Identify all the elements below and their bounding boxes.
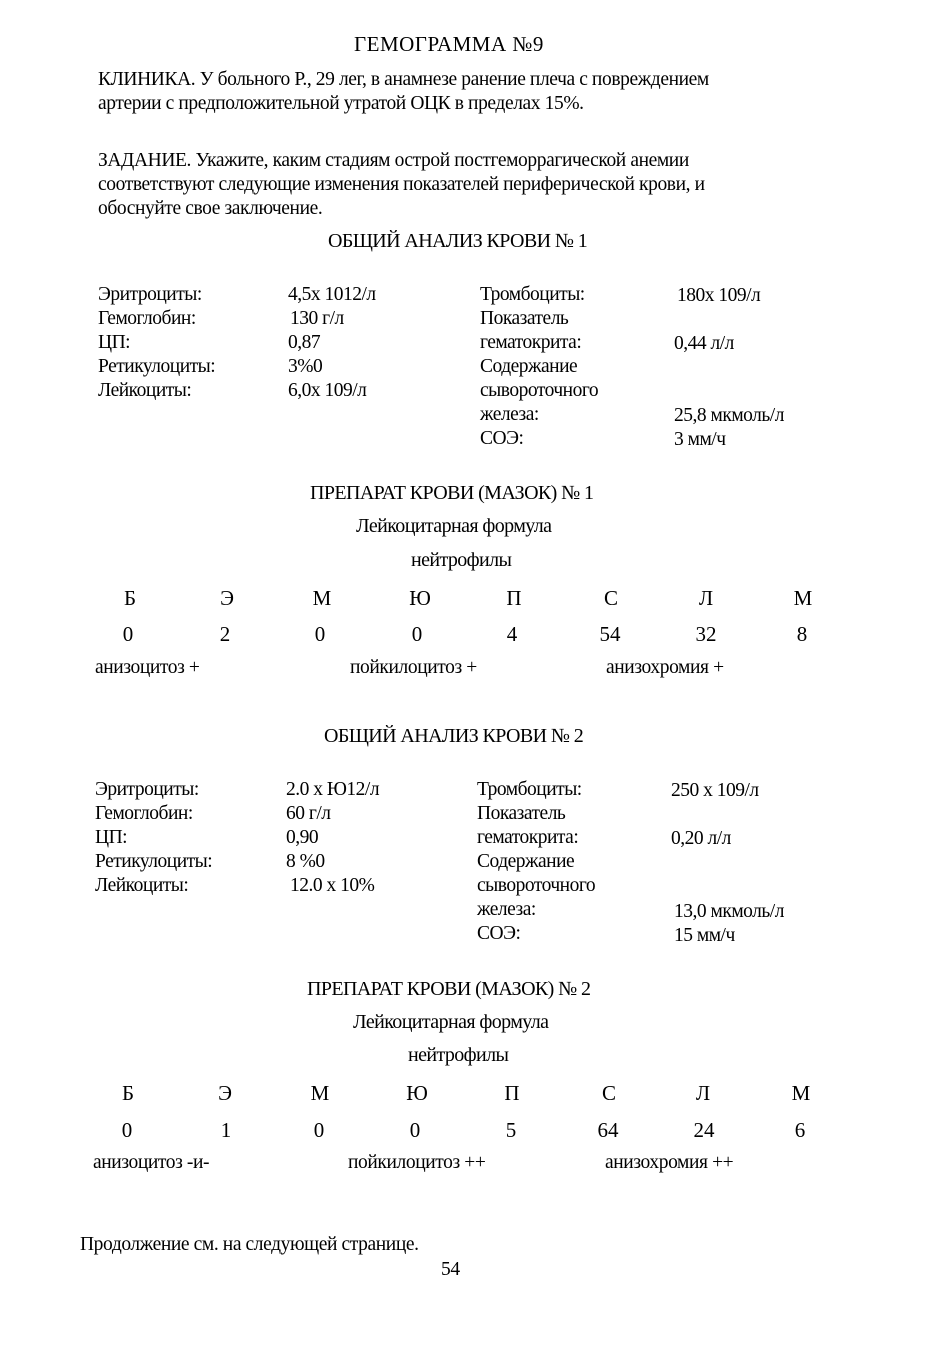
cbc2-value-leukocytes: 12.0 х 10%: [290, 875, 375, 896]
smear1-val-l: 32: [695, 622, 717, 646]
smear1-anisochromia: анизохромия +: [606, 657, 724, 678]
smear2-val-m: 0: [313, 1118, 325, 1142]
cbc1-label-hemoglobin: Гемоглобин:: [98, 308, 196, 329]
cbc1-value-hematocrit: 0,44 л/л: [674, 333, 734, 354]
cbc2-value-platelets: 250 х 109/л: [671, 780, 759, 801]
cbc2-label-hematocrit-2: гематокрита:: [477, 827, 579, 848]
cbc2-label-hematocrit-1: Показатель: [477, 803, 566, 824]
smear2-anisochromia: анизохромия ++: [605, 1152, 734, 1173]
cbc2-value-reticulocytes: 8 %0: [286, 851, 325, 872]
smear2-val-l: 24: [693, 1118, 715, 1142]
smear1-val-e: 2: [219, 622, 231, 646]
cbc1-value-iron: 25,8 мкмоль/л: [674, 405, 784, 426]
cbc1-label-leukocytes: Лейкоциты:: [98, 380, 192, 401]
cbc1-value-hemoglobin: 130 г/л: [290, 308, 344, 329]
smear2-col-e: Э: [218, 1081, 232, 1105]
cbc2-value-esr: 15 мм/ч: [674, 925, 735, 946]
cbc1-value-leukocytes: 6,0х 109/л: [288, 380, 367, 401]
page-title: ГЕМОГРАММА №9: [354, 32, 544, 56]
smear1-col-l: Л: [698, 586, 714, 610]
cbc2-heading: ОБЩИЙ АНАЛИЗ КРОВИ № 2: [324, 725, 584, 747]
smear1-heading: ПРЕПАРАТ КРОВИ (МАЗОК) № 1: [310, 482, 594, 504]
smear1-group: нейтрофилы: [411, 549, 512, 571]
cbc2-value-erythrocytes: 2.0 х Ю12/л: [286, 779, 380, 800]
smear1-val-p: 4: [506, 622, 518, 646]
cbc1-value-color-index: 0,87: [288, 332, 321, 353]
smear1-val-mono: 8: [796, 622, 808, 646]
cbc1-label-reticulocytes: Ретикулоциты:: [98, 356, 216, 377]
cbc2-label-iron-1: Содержание: [477, 851, 575, 872]
task-line-3: обоснуйте свое заключение.: [98, 198, 323, 219]
smear1-anisocytosis: анизоцитоз +: [95, 657, 200, 678]
smear1-col-yu: Ю: [409, 586, 431, 610]
smear2-col-mono: М: [791, 1081, 811, 1105]
page-number: 54: [441, 1259, 460, 1280]
cbc2-value-color-index: 0,90: [286, 827, 319, 848]
cbc1-value-reticulocytes: 3%0: [288, 356, 323, 377]
smear2-group: нейтрофилы: [408, 1044, 509, 1066]
smear2-subheading: Лейкоцитарная формула: [353, 1011, 549, 1033]
smear1-col-p: П: [506, 586, 522, 610]
smear2-val-mono: 6: [794, 1118, 806, 1142]
cbc2-label-platelets: Тромбоциты:: [477, 779, 582, 800]
cbc2-value-iron: 13,0 мкмоль/л: [674, 901, 784, 922]
cbc2-label-reticulocytes: Ретикулоциты:: [95, 851, 213, 872]
cbc1-label-iron-3: железа:: [480, 404, 539, 425]
smear2-val-e: 1: [220, 1118, 232, 1142]
smear2-poikilocytosis: пойкилоцитоз ++: [348, 1152, 486, 1173]
cbc2-label-hemoglobin: Гемоглобин:: [95, 803, 193, 824]
task-line-2: соответствуют следующие изменения показателей периферической крови, и: [98, 174, 705, 195]
cbc1-label-hematocrit-2: гематокрита:: [480, 332, 582, 353]
smear2-heading: ПРЕПАРАТ КРОВИ (МАЗОК) № 2: [307, 978, 591, 1000]
cbc1-label-platelets: Тромбоциты:: [480, 284, 585, 305]
smear1-poikilocytosis: пойкилоцитоз +: [350, 657, 477, 678]
cbc2-label-leukocytes: Лейкоциты:: [95, 875, 189, 896]
cbc1-value-erythrocytes: 4,5х 1012/л: [288, 284, 376, 305]
cbc1-label-esr: СОЭ:: [480, 428, 524, 449]
cbc1-label-iron-1: Содержание: [480, 356, 578, 377]
smear1-val-s: 54: [599, 622, 621, 646]
smear2-col-yu: Ю: [406, 1081, 428, 1105]
smear2-val-s: 64: [597, 1118, 619, 1142]
cbc2-label-color-index: ЦП:: [95, 827, 128, 848]
cbc1-value-esr: 3 мм/ч: [674, 429, 726, 450]
smear1-col-b: Б: [123, 586, 137, 610]
cbc2-label-erythrocytes: Эритроциты:: [95, 779, 199, 800]
smear2-val-yu: 0: [409, 1118, 421, 1142]
cbc1-label-iron-2: сывороточного: [480, 380, 599, 401]
smear2-col-p: П: [504, 1081, 520, 1105]
cbc2-value-hematocrit: 0,20 л/л: [671, 828, 731, 849]
cbc1-value-platelets: 180х 109/л: [677, 285, 761, 306]
smear2-col-m: М: [310, 1081, 330, 1105]
cbc1-label-erythrocytes: Эритроциты:: [98, 284, 202, 305]
cbc1-label-hematocrit-1: Показатель: [480, 308, 569, 329]
cbc1-label-color-index: ЦП:: [98, 332, 131, 353]
smear1-col-s: С: [603, 586, 618, 610]
smear1-val-yu: 0: [411, 622, 423, 646]
smear1-val-m: 0: [314, 622, 326, 646]
smear1-subheading: Лейкоцитарная формула: [356, 515, 552, 537]
cbc1-heading: ОБЩИЙ АНАЛИЗ КРОВИ № 1: [328, 230, 588, 252]
smear1-val-b: 0: [122, 622, 134, 646]
smear1-col-mono: М: [793, 586, 813, 610]
smear2-val-b: 0: [121, 1118, 133, 1142]
cbc2-label-iron-3: железа:: [477, 899, 536, 920]
smear2-col-l: Л: [695, 1081, 711, 1105]
smear2-col-b: Б: [121, 1081, 135, 1105]
smear1-col-m: М: [312, 586, 332, 610]
smear2-col-s: С: [601, 1081, 616, 1105]
continued-note: Продолжение см. на следующей странице.: [80, 1234, 419, 1255]
clinic-line-2: артерии с предположительной утратой ОЦК в пределах 15%.: [98, 93, 584, 114]
smear1-col-e: Э: [220, 586, 234, 610]
cbc2-label-iron-2: сывороточного: [477, 875, 596, 896]
task-line-1: ЗАДАНИЕ. Укажите, каким стадиям острой постгеморрагической анемии: [98, 150, 689, 171]
smear2-val-p: 5: [505, 1118, 517, 1142]
cbc2-value-hemoglobin: 60 г/л: [286, 803, 331, 824]
smear2-anisocytosis: анизоцитоз -и-: [93, 1152, 210, 1173]
clinic-line-1: КЛИНИКА. У больного Р., 29 лег, в анамнезе ранение плеча с повреждением: [98, 69, 709, 90]
cbc2-label-esr: СОЭ:: [477, 923, 521, 944]
